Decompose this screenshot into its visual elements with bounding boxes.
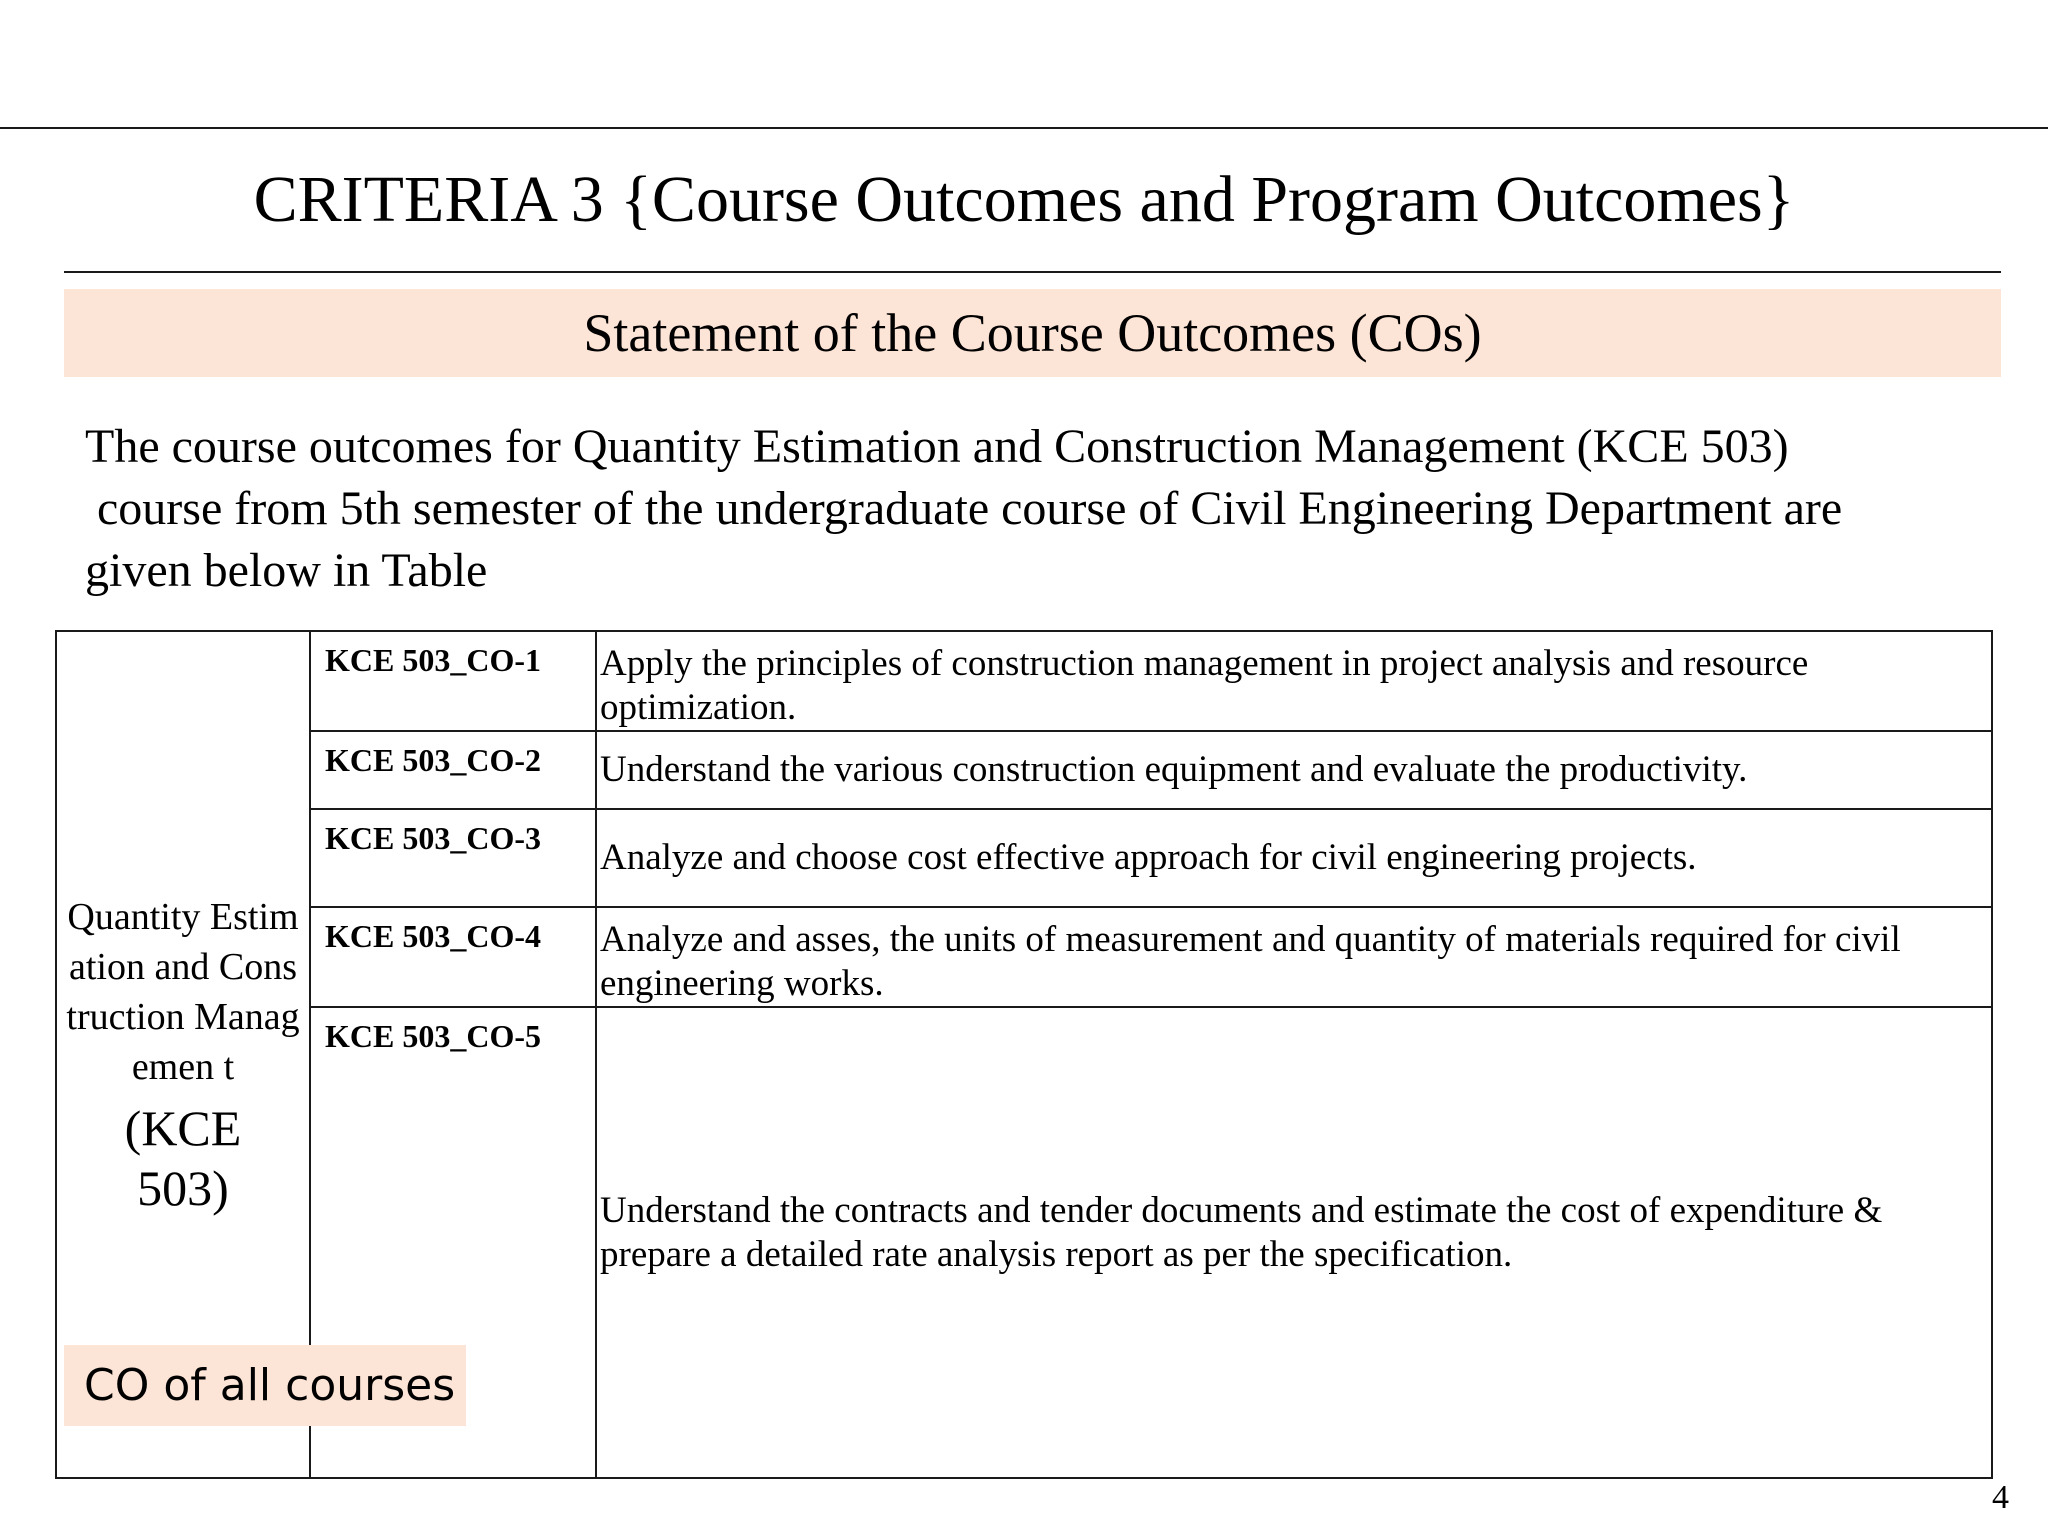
- intro-line: The course outcomes for Quantity Estimation and Construction Management (KCE 503): [85, 420, 1789, 473]
- co-description: Analyze and asses, the units of measurement and quantity of materials required for civil engineering works.: [596, 907, 1992, 1007]
- slide-title: CRITERIA 3 {Course Outcomes and Program Outcomes}: [253, 163, 1795, 236]
- co-code: KCE 503_CO-4: [310, 907, 596, 1007]
- co-description: Understand the various construction equipment and evaluate the productivity.: [596, 731, 1992, 809]
- co-code: KCE 503_CO-1: [310, 631, 596, 731]
- course-code: (KCE 503): [124, 1099, 242, 1216]
- table-row: [56, 809, 1992, 907]
- table-row: [56, 731, 1992, 809]
- co-code: KCE 503_CO-5: [310, 1007, 596, 1478]
- co-all-courses-label: CO of all courses: [64, 1345, 466, 1426]
- course-name: Quantity Estimation and Construction Managemen t: [66, 895, 300, 1088]
- co-description: Understand the contracts and tender documents and estimate the cost of expenditure & prepare a detailed rate analysis report as per the specification.: [596, 1007, 1992, 1478]
- table-row: [56, 907, 1992, 1007]
- intro-line: given below in Table: [85, 544, 488, 597]
- section-heading: Statement of the Course Outcomes (COs): [64, 289, 2001, 377]
- co-code: KCE 503_CO-2: [310, 731, 596, 809]
- table-row: [56, 631, 1992, 731]
- intro-paragraph: [85, 416, 2015, 602]
- intro-line: course from 5th semester of the undergraduate course of Civil Engineering Department are: [85, 482, 1843, 535]
- co-description: Analyze and choose cost effective approach for civil engineering projects.: [596, 809, 1992, 907]
- co-code: KCE 503_CO-3: [310, 809, 596, 907]
- title-divider: [64, 271, 2001, 273]
- co-description: Apply the principles of construction management in project analysis and resource optimization.: [596, 631, 1992, 731]
- top-divider: [0, 127, 2048, 129]
- page-number: 4: [1992, 1479, 2009, 1516]
